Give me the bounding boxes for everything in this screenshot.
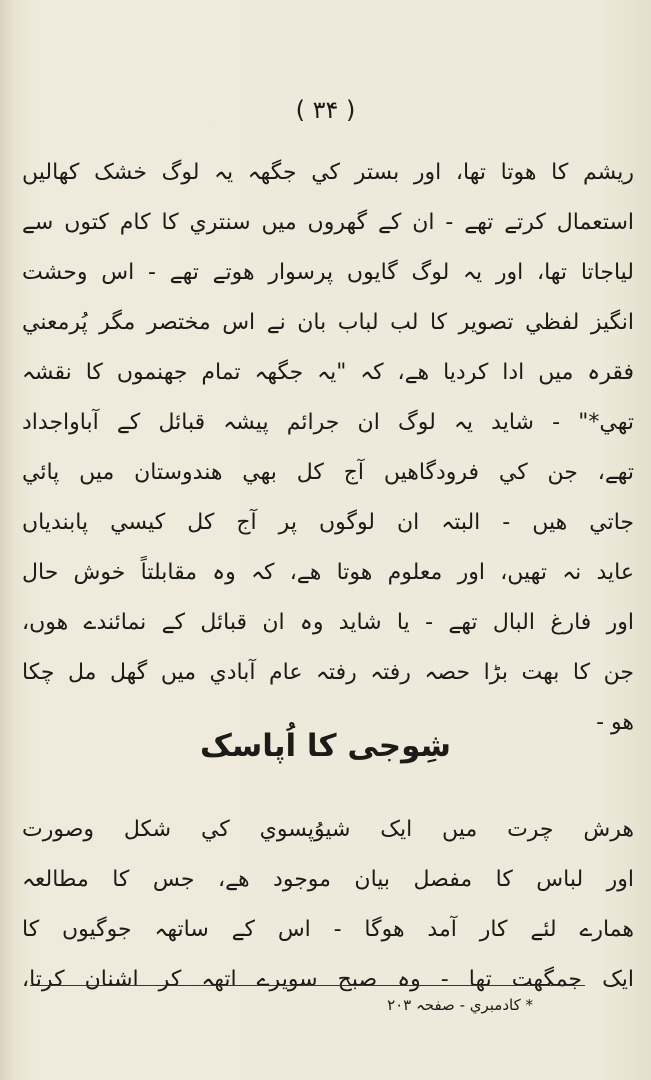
text-line: ریشم کا ھوتا تھا، اور بستر کي جگھہ یہ لوگ خشک کھالیں [22,160,634,185]
paragraph-1 [22,148,634,748]
text-line: عاید نہ تھیں، اور معلوم ھوتا ھے، کہ وہ مقابلتاً خوش حال [22,560,634,585]
paragraph-2 [22,805,634,1005]
text-line: جن کا بھت بڑا حصہ رفتہ رفتہ عام آبادي میں گھل مل چکا [22,660,634,685]
text-line: ھمارے لئے کار آمد ھوگا - اس کے ساتھہ جوگیوں کا [22,917,634,942]
page-number: ( ۳۴ ) [295,96,356,124]
text-line: تھے، جن کي فرودگاھیں آج کل بھي ھندوستان میں پائي [22,460,634,485]
text-line: انگیز لفظي تصویر کا لب لباب بان نے اس مختصر مگر پُرمعني [22,310,634,335]
text-line: فقرہ میں ادا کردیا ھے، کہ "یہ جگھہ تمام جھنموں کا نقشہ [22,360,634,385]
footnote: * کادمبري - صفحہ ۲۰۳ [387,996,533,1014]
section-heading: شِوجی کا اُپاسک [199,728,451,764]
text-line: ھو - [596,710,634,735]
text-line: ھرش چرت میں ایک شیوُپسوي کي شکل وصورت [22,817,634,842]
text-line: اور فارغ البال تھے - یا شاید وہ ان قبائل کے نمائندے ھوں، [22,610,634,635]
text-line: استعمال کرتے تھے - ان کے گھروں میں سنتري کا کام کتوں سے [22,210,634,235]
footnote-divider [30,985,585,986]
text-line: تھي*" - شاید یہ لوگ ان جرائم پیشہ قبائل کے آباواجداد [22,410,634,435]
text-line: لیاجاتا تھا، اور یہ لوگ گایوں پرسوار ھوتے تھے - اس وحشت [22,260,634,285]
text-line: ایک جمگھت تھا - وہ صبح سویرے اتھہ کر اشنان کرتا، [22,967,634,992]
text-line: اور لباس کا مفصل بیان موجود ھے، جس کا مطالعہ [22,867,634,892]
text-line: جاتي ھیں - البتہ ان لوگوں پر آج کل کیسي پابندیاں [22,510,634,535]
